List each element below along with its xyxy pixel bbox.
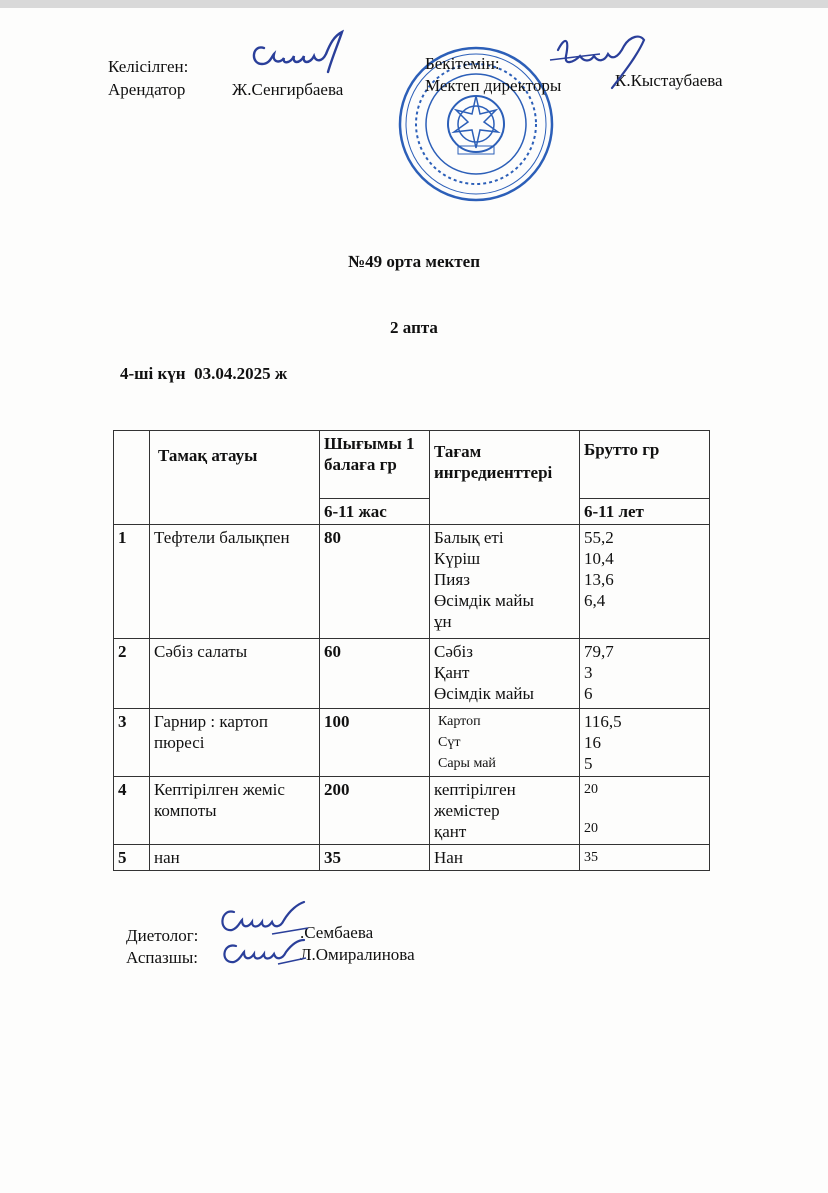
dietolog-name: .Сембаева bbox=[300, 923, 374, 942]
brutto-value: 55,2 bbox=[584, 528, 614, 547]
ingredient-item: ұн bbox=[434, 612, 452, 631]
brutto-value: 35 bbox=[584, 850, 598, 865]
day-date: 4-ші күн 03.04.2025 ж bbox=[120, 364, 288, 383]
tenant-name: Ж.Сенгирбаева bbox=[232, 80, 344, 99]
top-edge bbox=[0, 0, 828, 8]
row-num: 3 bbox=[114, 709, 150, 777]
tenant-role: Арендатор bbox=[108, 80, 186, 99]
director-role: Мектеп директоры bbox=[425, 76, 562, 95]
row-brutto bbox=[580, 525, 710, 639]
row-num: 1 bbox=[114, 525, 150, 639]
ingredient-item: Нан bbox=[434, 848, 463, 867]
row-dish: Тефтели балықпен bbox=[150, 525, 320, 639]
ingredient-item: Сүт bbox=[438, 735, 461, 750]
agreed-label: Келісілген: bbox=[108, 57, 189, 76]
row-ingredients bbox=[430, 777, 580, 845]
row-yield: 100 bbox=[320, 709, 430, 777]
cook-signature bbox=[214, 934, 314, 974]
ingredient-item: Қант bbox=[434, 663, 470, 682]
row-yield: 80 bbox=[320, 525, 430, 639]
cook-name: Л.Омиралинова bbox=[300, 945, 415, 964]
cook-label: Аспазшы: bbox=[126, 948, 198, 967]
header-num-cell bbox=[114, 431, 150, 525]
brutto-value: 79,7 bbox=[584, 642, 614, 661]
ingredient-item: Өсімдік майы bbox=[434, 684, 534, 703]
table-row bbox=[114, 639, 710, 709]
row-yield: 60 bbox=[320, 639, 430, 709]
row-yield: 200 bbox=[320, 777, 430, 845]
table-row bbox=[114, 525, 710, 639]
row-num: 2 bbox=[114, 639, 150, 709]
row-dish: Гарнир : картоп пюресі bbox=[150, 709, 320, 777]
ingredient-item: қант bbox=[434, 822, 467, 841]
dietolog-label: Диетолог: bbox=[126, 926, 199, 945]
school-title: №49 орта мектеп bbox=[348, 252, 480, 271]
row-ingredients bbox=[430, 845, 580, 871]
row-brutto bbox=[580, 777, 710, 845]
row-yield: 35 bbox=[320, 845, 430, 871]
ingredient-item: Балық еті bbox=[434, 528, 504, 547]
ingredient-item: Картоп bbox=[438, 714, 481, 729]
row-ingredients bbox=[430, 525, 580, 639]
brutto-value: 6 bbox=[584, 684, 593, 703]
brutto-value: 10,4 bbox=[584, 549, 614, 568]
row-dish: нан bbox=[150, 845, 320, 871]
table-row bbox=[114, 845, 710, 871]
table-header-row bbox=[114, 431, 710, 499]
brutto-value bbox=[584, 800, 705, 818]
row-brutto bbox=[580, 845, 710, 871]
row-ingredients bbox=[430, 709, 580, 777]
ingredient-item: Сары май bbox=[438, 756, 496, 771]
header-age-brutto: 6-11 лет bbox=[580, 499, 710, 525]
row-dish: Кептірілген жеміс компоты bbox=[150, 777, 320, 845]
row-dish: Сәбіз салаты bbox=[150, 639, 320, 709]
brutto-value: 13,6 bbox=[584, 570, 614, 589]
ingredient-item: Өсімдік майы bbox=[434, 591, 534, 610]
brutto-value: 20 bbox=[584, 821, 598, 836]
ingredient-item: Күріш bbox=[434, 549, 481, 568]
header-yield: Шығымы 1 балаға гр bbox=[320, 431, 430, 499]
row-brutto bbox=[580, 639, 710, 709]
table-row bbox=[114, 709, 710, 777]
tenant-signature bbox=[244, 26, 354, 82]
director-signature bbox=[540, 26, 660, 96]
week-label: 2 апта bbox=[390, 318, 438, 337]
menu-table bbox=[113, 430, 710, 871]
row-num: 4 bbox=[114, 777, 150, 845]
ingredient-item: Сәбіз bbox=[434, 642, 473, 661]
row-num: 5 bbox=[114, 845, 150, 871]
brutto-value: 20 bbox=[584, 782, 598, 797]
brutto-value: 116,5 bbox=[584, 712, 622, 731]
row-ingredients bbox=[430, 639, 580, 709]
ingredient-item: кептірілген жемістер bbox=[434, 780, 516, 820]
director-name: К.Кыстаубаева bbox=[615, 71, 723, 90]
header-ingredients: Тағам ингредиенттері bbox=[430, 431, 580, 525]
ingredient-item: Пияз bbox=[434, 570, 470, 589]
approve-label: Бекітемін: bbox=[425, 54, 500, 73]
brutto-value: 6,4 bbox=[584, 591, 606, 610]
brutto-value: 16 bbox=[584, 733, 601, 752]
row-brutto bbox=[580, 709, 710, 777]
header-brutto: Брутто гр bbox=[580, 431, 710, 499]
brutto-value: 5 bbox=[584, 754, 593, 773]
table-row bbox=[114, 777, 710, 845]
header-age-yield: 6-11 жас bbox=[320, 499, 430, 525]
header-dish: Тамақ атауы bbox=[150, 431, 320, 525]
brutto-value: 3 bbox=[584, 663, 593, 682]
